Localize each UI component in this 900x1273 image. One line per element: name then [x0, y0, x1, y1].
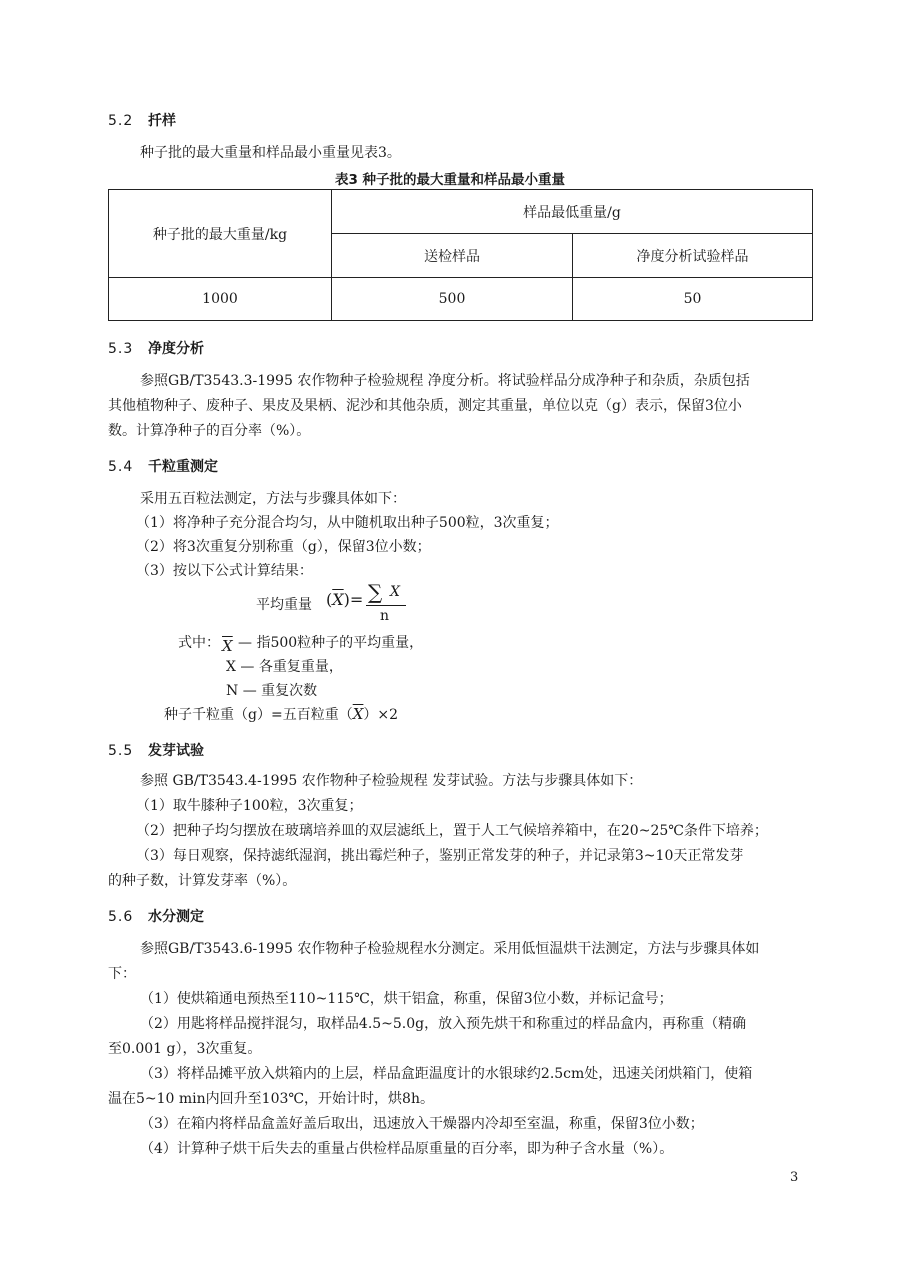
paragraph-line: （3）将样品摊平放入烘箱内的上层，样品盒距温度计的水银球约2.5cm处，迅速关闭烘箱门，使箱 — [140, 1066, 753, 1082]
table-cell: 50 — [573, 278, 813, 321]
formula-label: 平均重量 — [256, 597, 312, 613]
section-number: 5.2 — [108, 113, 134, 129]
paragraph-line: 参照GB/T3543.6-1995 农作物种子检验规程水分测定。采用低恒温烘干法测定，方法与步骤具体如 — [140, 941, 760, 957]
x-bar: $\overline{X}$ — [352, 705, 364, 723]
result-line — [164, 704, 398, 725]
paragraph-line: （1）取牛膝种子100粒，3次重复； — [136, 798, 363, 814]
where-line: — 指500粒种子的平均重量， — [238, 635, 424, 651]
section-number: 5.4 — [108, 459, 134, 475]
result-text: ）×2 — [363, 707, 399, 723]
section-title: 水分测定 — [148, 909, 204, 925]
result-text: 种子千粒重（g）=五百粒重（ — [164, 707, 353, 723]
section-title: 发芽试验 — [148, 743, 204, 759]
fraction-bar — [366, 605, 406, 606]
paragraph-line: （1）将净种子充分混合均匀，从中随机取出种子500粒，3次重复； — [136, 515, 559, 531]
where-line: X — 各重复重量， — [226, 659, 343, 675]
where-line: N — 重复次数 — [226, 683, 318, 699]
section-title: 千粒重测定 — [148, 459, 218, 475]
weight-table — [108, 189, 813, 321]
paragraph-line: 参照 GB/T3543.4-1995 农作物种子检验规程 发芽试验。方法与步骤具体如下： — [140, 773, 643, 789]
x-bar: $\overline{X}$ — [222, 637, 233, 655]
paragraph: 种子批的最大重量和样品最小重量见表3。 — [140, 145, 401, 161]
section-number: 5.5 — [108, 743, 134, 759]
section-heading-5-6 — [108, 906, 204, 926]
table-caption: 表3 种子批的最大重量和样品最小重量 — [334, 172, 566, 188]
paragraph-line: （2）把种子均匀摆放在玻璃培养皿的双层滤纸上，置于人工气候培养箱中，在20~25℃条件下培养； — [136, 823, 768, 839]
table-header-cell: 净度分析试验样品 — [573, 234, 813, 278]
paragraph-line: 参照GB/T3543.3-1995 农作物种子检验规程 净度分析。将试验样品分成净种子和杂质，杂质包括 — [140, 373, 750, 389]
paragraph-line: 其他植物种子、废种子、果皮及果柄、泥沙和其他杂质，测定其重量，单位以克（g）表示，保留3位小 — [108, 398, 742, 414]
paragraph-line: （2）用匙将样品搅拌混匀，取样品4.5~5.0g，放入预先烘干和称重过的样品盒内，再称重（精确 — [140, 1016, 747, 1032]
sigma-symbol: ∑ — [368, 580, 383, 604]
x-bar: $\overline{X}$ — [332, 590, 344, 609]
section-title: 净度分析 — [148, 341, 204, 357]
section-number: 5.3 — [108, 341, 134, 357]
paragraph-line: （3）按以下公式计算结果： — [136, 563, 313, 579]
paragraph-line: （2）将3次重复分别称重（g），保留3位小数； — [136, 539, 431, 555]
section-number: 5.6 — [108, 909, 134, 925]
paragraph-line: （3）每日观察，保持滤纸湿润，挑出霉烂种子，鉴别正常发芽的种子，并记录第3~10天正常发芽 — [136, 848, 744, 864]
table-header-cell: 送检样品 — [332, 234, 573, 278]
paragraph-line: 的种子数，计算发芽率（%）。 — [108, 873, 297, 889]
table-header-cell: 种子批的最大重量/kg — [109, 190, 332, 278]
formula-n: n — [380, 608, 390, 624]
table-cell: 1000 — [109, 278, 332, 321]
paragraph-line: 温在5~10 min内回升至103℃，开始计时，烘8h。 — [108, 1091, 434, 1107]
where-label: 式中： — [178, 635, 220, 651]
table-row — [109, 278, 813, 321]
section-heading-5-2 — [108, 110, 176, 130]
paragraph-line: （4）计算种子烘干后失去的重量占供检样品原重量的百分率，即为种子含水量（%）。 — [140, 1141, 674, 1157]
section-heading-5-5 — [108, 740, 204, 760]
paragraph-line: 采用五百粒法测定，方法与步骤具体如下： — [140, 491, 406, 507]
paragraph-line: （3）在箱内将样品盒盖好盖后取出，迅速放入干燥器内冷却至室温，称重，保留3位小数； — [140, 1116, 704, 1132]
paragraph-line: 数。计算净种子的百分率（%）。 — [108, 423, 311, 439]
paragraph-line: （1）使烘箱通电预热至110~115℃，烘干铝盒，称重，保留3位小数，并标记盒号； — [140, 991, 673, 1007]
table-header-cell: 样品最低重量/g — [332, 190, 813, 234]
section-title: 扦样 — [148, 113, 176, 129]
paragraph-line: 下： — [108, 966, 136, 982]
paragraph-line: 至0.001 g），3次重复。 — [108, 1041, 262, 1057]
formula-x: X — [390, 584, 400, 600]
table-cell: 500 — [332, 278, 573, 321]
formula-mean: $(\overline{X})=$ — [326, 590, 364, 609]
page-number: 3 — [790, 1170, 799, 1185]
section-heading-5-3 — [108, 338, 204, 358]
section-heading-5-4 — [108, 456, 218, 476]
